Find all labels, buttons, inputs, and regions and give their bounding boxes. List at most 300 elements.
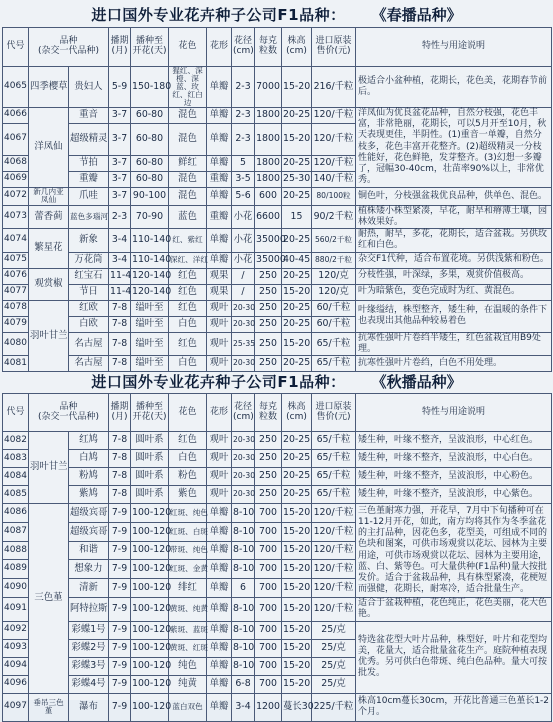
header-sow-month: 播期(月) <box>109 28 131 67</box>
cell-note-part: 美，花量大，适合批量盆花生产。庭院种植表现 <box>358 645 548 656</box>
autumn-header-row <box>3 394 552 432</box>
cell-color: 红色 <box>169 332 207 356</box>
cell-code: 4072 <box>3 187 29 205</box>
header-bloom-days: 播种至开花(天) <box>131 394 169 432</box>
cell-code: 4082 <box>3 432 29 450</box>
cell-height: 15-20 <box>282 675 312 693</box>
cell-form: 观叶 <box>207 432 232 450</box>
cell-color: 混色 <box>169 187 207 205</box>
cell-note-part: 可供市场观赏以花坛、园林为主要用途， <box>385 550 548 561</box>
cell-seeds: 700 <box>255 504 282 523</box>
cell-name: 重瓣 <box>69 171 109 187</box>
cell-code: 4094 <box>3 657 29 675</box>
header-form: 花形 <box>207 394 232 432</box>
cell-seeds: 250 <box>255 268 282 284</box>
table-row <box>3 621 552 639</box>
cell-seeds: 35000 <box>255 229 282 253</box>
cell-price: 80/100粒 <box>312 187 356 205</box>
cell-bloom: 圆叶系 <box>131 432 169 450</box>
cell-bloom: 100-120 <box>131 675 169 693</box>
cell-diameter: 20-30 <box>232 450 255 468</box>
table-row <box>3 268 552 284</box>
cell-seeds: 250 <box>255 432 282 450</box>
cell-sow: 7-9 <box>109 579 131 598</box>
cell-code: 4096 <box>3 675 29 693</box>
autumn-subtitle: 《秋播品种》 <box>371 372 462 391</box>
cell-code: 4093 <box>3 639 29 657</box>
cell-note: 适合于盆栽种植，花色纯正，花色美丽，花大色艳。 <box>356 598 552 622</box>
cell-name: 新象 <box>69 229 109 253</box>
cell-height: 15-20 <box>282 579 312 598</box>
cell-color: 紫色 <box>169 486 207 504</box>
cell-bloom: 圆叶系 <box>131 450 169 468</box>
cell-diameter: 5-6 <box>232 187 255 205</box>
cell-bloom: 缢叶至 <box>131 332 169 356</box>
cell-price: 120/千粒 <box>312 155 356 171</box>
cell-color: 混色 <box>169 123 207 155</box>
cell-bloom: 100-120 <box>131 542 169 560</box>
cell-name: 超级宾哥 <box>69 523 109 542</box>
cell-sow: 3-4 <box>109 229 131 253</box>
cell-height: 20-25 <box>282 229 312 253</box>
cell-form: 单瓣 <box>207 504 232 523</box>
cell-color: 红、紫红 <box>169 229 207 253</box>
cell-color: 纯黄 <box>169 675 207 693</box>
cell-bloom: 圆叶系 <box>131 486 169 504</box>
cell-height: 25-30 <box>282 171 312 187</box>
cell-diameter: 8-10 <box>232 523 255 542</box>
cell-diameter: 20-30 <box>232 486 255 504</box>
cell-sow: 7-8 <box>109 468 131 486</box>
cell-diameter: 小花 <box>232 205 255 229</box>
cell-name: 超级精灵 <box>69 123 109 155</box>
cell-sow: 3-7 <box>109 171 131 187</box>
cell-note: 抗寒性强叶片卷绉半矮生，红色盆栽宜用B9处理。 <box>356 332 552 356</box>
cell-price: 65/千粒 <box>312 432 356 450</box>
cell-note: 矮生种，叶缘不整齐，呈波浪形，中心紫色。 <box>356 486 552 504</box>
cell-height: 40-45 <box>282 252 312 268</box>
cell-note: 矮生种，叶缘不整齐，呈波浪形，中心粉色。 <box>356 468 552 486</box>
cell-sow: 3-7 <box>109 107 131 123</box>
cell-form: 单瓣 <box>207 639 232 657</box>
cell-diameter: 20-30 <box>232 300 255 316</box>
cell-price: 25/克 <box>312 621 356 639</box>
cell-sow: 7-9 <box>109 542 131 560</box>
table-row <box>3 252 552 268</box>
cell-bloom: 100-120 <box>131 579 169 598</box>
cell-height: 15-20 <box>282 523 312 542</box>
cell-sow: 3-7 <box>109 155 131 171</box>
cell-diameter: 小花 <box>232 252 255 268</box>
cell-height: 20-25 <box>282 432 312 450</box>
cell-seeds: 1800 <box>255 155 282 171</box>
cell-code: 4075 <box>3 252 29 268</box>
header-species: 品种 (杂交一代品种) <box>29 28 109 67</box>
cell-diameter: 8-10 <box>232 598 255 622</box>
cell-code: 4067 <box>3 123 29 155</box>
cell-bloom: 120-140 <box>131 268 169 284</box>
cell-bloom: 100-120 <box>131 639 169 657</box>
cell-note: 分枝性强，叶深绿，多果，观赏价值极高。 <box>356 268 552 284</box>
cell-price: 216/千粒 <box>312 67 356 108</box>
cell-diameter: 20-30 <box>232 356 255 372</box>
cell-seeds: 700 <box>255 598 282 622</box>
cell-seeds: 7000 <box>255 67 282 108</box>
autumn-rows <box>3 432 552 722</box>
cell-height: 15-20 <box>282 332 312 356</box>
cell-color: 猩红、深橙、深蓝、玫红、红白边 <box>169 67 207 108</box>
cell-code: 4069 <box>3 171 29 187</box>
cell-bloom: 100-120 <box>131 657 169 675</box>
cell-height: 20-25 <box>282 468 312 486</box>
cell-height: 20-25 <box>282 450 312 468</box>
cell-name: 节日 <box>69 284 109 300</box>
cell-color: 鲜红 <box>169 155 207 171</box>
cell-height: 15-20 <box>282 598 312 622</box>
cell-height: 15-20 <box>282 560 312 579</box>
cell-sow: 3-7 <box>109 187 131 205</box>
cell-height: 20-25 <box>282 300 312 316</box>
header-color: 花色 <box>169 394 207 432</box>
cell-seeds: 250 <box>255 450 282 468</box>
cell-code: 4068 <box>3 155 29 171</box>
cell-form: 单瓣 <box>207 123 232 155</box>
cell-diameter: 2-3 <box>232 123 255 155</box>
cell-note: 叶为暗紫色，变色完成时为红、黄混色。 <box>356 284 552 300</box>
cell-height: 20-25 <box>282 356 312 372</box>
cell-diameter: 8-10 <box>232 504 255 523</box>
cell-price: 120/千粒 <box>312 504 356 523</box>
table-row <box>3 432 552 450</box>
cell-form: 重瓣 <box>207 205 232 229</box>
cell-bloom: 100-120 <box>131 598 169 622</box>
cell-code: 4078 <box>3 300 29 316</box>
cell-name: 彩蝶3号 <box>69 657 109 675</box>
cell-form: 观叶 <box>207 316 232 332</box>
cell-color: 红色 <box>169 300 207 316</box>
cell-color: 绯红 <box>169 579 207 598</box>
cell-code: 4074 <box>3 229 29 253</box>
cell-sow: 2-3 <box>109 205 131 229</box>
cell-note-part: 花色丰富开花整齐。(2)超级精灵一分枝性能好， <box>358 141 542 163</box>
cell-price: 560/2千粒 <box>312 229 356 253</box>
table-row <box>3 486 552 504</box>
cell-diameter: 2-3 <box>232 107 255 123</box>
cell-diameter: 20-30 <box>232 468 255 486</box>
table-row <box>3 229 552 253</box>
cell-form: 单瓣 <box>207 579 232 598</box>
cell-sow: 7-9 <box>109 621 131 639</box>
cell-diameter: 3-5 <box>232 171 255 187</box>
cell-seeds: 1200 <box>255 693 282 721</box>
cell-bloom: 150-180 <box>131 67 169 108</box>
cell-note <box>356 300 552 332</box>
cell-group: 羽叶甘兰 <box>29 432 69 504</box>
cell-note: 株高10cm蔓长30cm，开花比普通三色堇长1-2个月。 <box>356 693 552 721</box>
cell-bloom: 100-120 <box>131 504 169 523</box>
cell-height: 15-20 <box>282 621 312 639</box>
cell-form: 单瓣 <box>207 675 232 693</box>
cell-sow: 7-9 <box>109 504 131 523</box>
cell-note: 抗寒性强叶片卷绉，白色不用处理。 <box>356 356 552 372</box>
cell-seeds: 1800 <box>255 123 282 155</box>
cell-sow: 7-8 <box>109 486 131 504</box>
cell-diameter: 5 <box>232 155 255 171</box>
cell-group: 观赏椒 <box>29 268 69 300</box>
header-form: 花形 <box>207 28 232 67</box>
spring-section-title <box>0 4 553 24</box>
cell-sow: 7-9 <box>109 523 131 542</box>
autumn-section-title <box>0 370 553 392</box>
cell-price: 65/千粒 <box>312 486 356 504</box>
cell-name: 红欧 <box>69 300 109 316</box>
cell-note-part: 叶缘缢结，株型整齐，矮生种，在温暖的条件下 <box>358 304 548 315</box>
header-code: 代号 <box>3 394 29 432</box>
cell-group: 蕾香蓟 <box>29 205 69 229</box>
cell-bloom: 100-120 <box>131 523 169 542</box>
cell-height: 15-20 <box>282 504 312 523</box>
cell-sow: 11-4 <box>109 284 131 300</box>
cell-note-part: 洋凤仙为优良盆花品种，自然分枝强，花色丰富， <box>358 107 539 130</box>
cell-diameter: 6 <box>232 579 255 598</box>
cell-code: 4073 <box>3 205 29 229</box>
cell-bloom: 60-80 <box>131 107 169 123</box>
cell-price: 25/克 <box>312 639 356 657</box>
cell-code: 4091 <box>3 598 29 622</box>
cell-bloom: 70-90 <box>131 205 169 229</box>
cell-height: 15-20 <box>282 657 312 675</box>
cell-note <box>356 621 552 693</box>
cell-code: 4077 <box>3 284 29 300</box>
cell-code: 4097 <box>3 693 29 721</box>
spring-subtitle: 《春播品种》 <box>371 5 462 24</box>
cell-name: 瀑布 <box>69 693 109 721</box>
cell-form: 观叶 <box>207 332 232 356</box>
cell-sow: 7-8 <box>109 432 131 450</box>
cell-group: 繁星花 <box>29 229 69 269</box>
cell-price: 120/千粒 <box>312 542 356 560</box>
cell-diameter: 6-8 <box>232 675 255 693</box>
cell-form: 单瓣 <box>207 107 232 123</box>
cell-price: 880/2千粒 <box>312 252 356 268</box>
cell-code: 4084 <box>3 468 29 486</box>
cell-color: 纯色 <box>169 657 207 675</box>
cell-height: 蔓长30 <box>282 693 312 721</box>
cell-bloom: 圆叶系 <box>131 468 169 486</box>
cell-code: 4066 <box>3 107 29 123</box>
cell-height: 20-25 <box>282 107 312 123</box>
cell-sow: 7-9 <box>109 598 131 622</box>
cell-color: 白色 <box>169 450 207 468</box>
cell-bloom: 60-80 <box>131 171 169 187</box>
header-species: 品种 (杂交一代品种) <box>29 394 109 432</box>
cell-form: 重瓣 <box>207 171 232 187</box>
cell-price: 120/千粒 <box>312 523 356 542</box>
cell-note: 铜色叶，分枝强盆栽优良品种，供单色、混色。 <box>356 187 552 205</box>
table-row <box>3 205 552 229</box>
cell-name: 红宝石 <box>69 268 109 284</box>
cell-note-part: 蓝、白、紫等色。可大量供种(F1品种)量大按批发价。 <box>358 561 547 583</box>
cell-sow: 7-9 <box>109 675 131 693</box>
cell-price: 65/千粒 <box>312 450 356 468</box>
cell-height: 20-25 <box>282 268 312 284</box>
cell-form: 观果 <box>207 268 232 284</box>
cell-note-part: 11-12月开花，如此，南方均将其作为冬季盆花的主打品种，因花色多，花型美，可组成不同的色块和图案，可供市场观赏以花坛、园林为主要用途， <box>358 516 548 561</box>
cell-name: 名古屋 <box>69 332 109 356</box>
cell-price: 65/千粒 <box>312 332 356 356</box>
cell-form: 单瓣 <box>207 229 232 253</box>
table-row <box>3 67 552 108</box>
header-price: 进口原装售价(元) <box>312 28 356 67</box>
cell-seeds: 250 <box>255 284 282 300</box>
cell-height: 15 <box>282 205 312 229</box>
cell-price: 60/千粒 <box>312 316 356 332</box>
cell-form: 观叶 <box>207 300 232 316</box>
cell-form: 观叶 <box>207 468 232 486</box>
cell-group: 垂吊三色堇 <box>29 693 69 721</box>
cell-note: 极适合小盆种植，花期长，花色美，花期春节前后。 <box>356 67 552 108</box>
cell-group: 洋凤仙 <box>29 107 69 187</box>
cell-code: 4088 <box>3 542 29 560</box>
cell-color: 蓝色 <box>169 205 207 229</box>
cell-bloom: 100-120 <box>131 560 169 579</box>
cell-name: 超级宾哥 <box>69 504 109 523</box>
cell-height: 15-20 <box>282 284 312 300</box>
cell-note <box>356 107 552 187</box>
cell-color: 红斑、金黄 <box>169 560 207 579</box>
header-bloom-days: 播种至开花(天) <box>131 28 169 67</box>
cell-seeds: 700 <box>255 560 282 579</box>
cell-group: 三色堇 <box>29 504 69 694</box>
cell-seeds: 250 <box>255 356 282 372</box>
cell-price: 65/千粒 <box>312 468 356 486</box>
header-price: 进口原装售价(元) <box>312 394 356 432</box>
cell-code: 4079 <box>3 316 29 332</box>
cell-sow: 7-8 <box>109 356 131 372</box>
cell-color: 黄斑、纯黄 <box>169 598 207 622</box>
cell-bloom: 100-120 <box>131 621 169 639</box>
cell-sow: 7-9 <box>109 639 131 657</box>
cell-code: 4083 <box>3 450 29 468</box>
header-sow-month: 播期(月) <box>109 394 131 432</box>
cell-form: 单瓣 <box>207 155 232 171</box>
cell-name: 粉鸠 <box>69 468 109 486</box>
cell-diameter: 8-10 <box>232 560 255 579</box>
cell-note <box>356 504 552 598</box>
table-row <box>3 468 552 486</box>
cell-color: 混色 <box>169 107 207 123</box>
cell-sow: 7-9 <box>109 657 131 675</box>
cell-name: 白鸠 <box>69 450 109 468</box>
cell-code: 4080 <box>3 332 29 356</box>
cell-price: 90/2千粒 <box>312 205 356 229</box>
cell-note-part: 非常艳丽，花期长，可以5月开至10月，秋天表现更佳，半阴性。(1)重音一单瓣，自然分枝多， <box>358 119 547 152</box>
cell-name: 和谐 <box>69 542 109 560</box>
table-row <box>3 450 552 468</box>
cell-note-part: 优秀。另可供白色带斑、纯白色品种。量大可按批发。 <box>358 657 548 679</box>
cell-sow: 3-4 <box>109 252 131 268</box>
cell-group: 新几内亚凤仙 <box>29 187 69 205</box>
cell-height: 20-25 <box>282 187 312 205</box>
cell-code: 4087 <box>3 523 29 542</box>
cell-height: 20-25 <box>282 486 312 504</box>
cell-form: 观叶 <box>207 486 232 504</box>
cell-code: 4065 <box>3 67 29 108</box>
cell-form: 单瓣 <box>207 621 232 639</box>
cell-name: 彩蝶1号 <box>69 621 109 639</box>
cell-diameter: 2-3 <box>232 67 255 108</box>
cell-name: 贵妇人 <box>69 67 109 108</box>
header-seeds: 每克粒数 <box>255 28 282 67</box>
cell-sow: 7-9 <box>109 560 131 579</box>
header-diameter: 花径(cm) <box>232 394 255 432</box>
cell-price: 120/千粒 <box>312 598 356 622</box>
cell-code: 4092 <box>3 621 29 639</box>
cell-seeds: 250 <box>255 332 282 356</box>
cell-name: 重音 <box>69 107 109 123</box>
cell-bloom: 100-120 <box>131 693 169 721</box>
cell-name: 彩蝶4号 <box>69 675 109 693</box>
cell-form: 单瓣 <box>207 523 232 542</box>
cell-color: 紫斑、蓝斑 <box>169 621 207 639</box>
cell-form: 观叶 <box>207 356 232 372</box>
cell-note: 杂交F1代种，适合布置花境。另供浅紫和粉色。 <box>356 252 552 268</box>
cell-price: 120/千粒 <box>312 123 356 155</box>
cell-code: 4076 <box>3 268 29 284</box>
cell-price: 120/克 <box>312 284 356 300</box>
cell-form: 单瓣 <box>207 187 232 205</box>
cell-sow: 7-8 <box>109 450 131 468</box>
cell-bloom: 缢叶至 <box>131 316 169 332</box>
cell-form: 单瓣 <box>207 67 232 108</box>
cell-form: 单瓣 <box>207 252 232 268</box>
header-note: 特性与用途说明 <box>356 394 552 432</box>
cell-form: 观叶 <box>207 450 232 468</box>
cell-bloom: 60-80 <box>131 155 169 171</box>
cell-sow: 7-8 <box>109 332 131 356</box>
cell-price: 65/千粒 <box>312 356 356 372</box>
header-height: 株高(cm) <box>282 28 312 67</box>
header-color: 花色 <box>169 28 207 67</box>
cell-form: 单瓣 <box>207 560 232 579</box>
cell-diameter: 20-30 <box>232 316 255 332</box>
cell-bloom: 110-140 <box>131 252 169 268</box>
spring-header-row <box>3 28 552 67</box>
cell-seeds: 700 <box>255 621 282 639</box>
cell-seeds: 600 <box>255 187 282 205</box>
cell-name: 阿特拉斯 <box>69 598 109 622</box>
cell-group: 羽叶甘兰 <box>29 300 69 372</box>
table-row <box>3 693 552 721</box>
cell-sow: 7-8 <box>109 300 131 316</box>
table-row <box>3 284 552 300</box>
cell-bloom: 90-100 <box>131 187 169 205</box>
cell-seeds: 700 <box>255 579 282 598</box>
cell-diameter: 小花 <box>232 229 255 253</box>
cell-note-part: 特选盆花型大叶片品种，株型好，叶片和花型均 <box>358 634 548 645</box>
spring-table <box>2 27 552 372</box>
cell-price: 225/千粒 <box>312 693 356 721</box>
cell-price: 120/千粒 <box>312 560 356 579</box>
header-height: 株高(cm) <box>282 394 312 432</box>
cell-diameter: 25-35 <box>232 332 255 356</box>
cell-color: 红斑、白斑 <box>169 523 207 542</box>
cell-bloom: 缢叶至 <box>131 356 169 372</box>
cell-name: 红鸠 <box>69 432 109 450</box>
cell-form: 观果 <box>207 284 232 300</box>
cell-sow: 3-7 <box>109 123 131 155</box>
cell-seeds: 1800 <box>255 171 282 187</box>
